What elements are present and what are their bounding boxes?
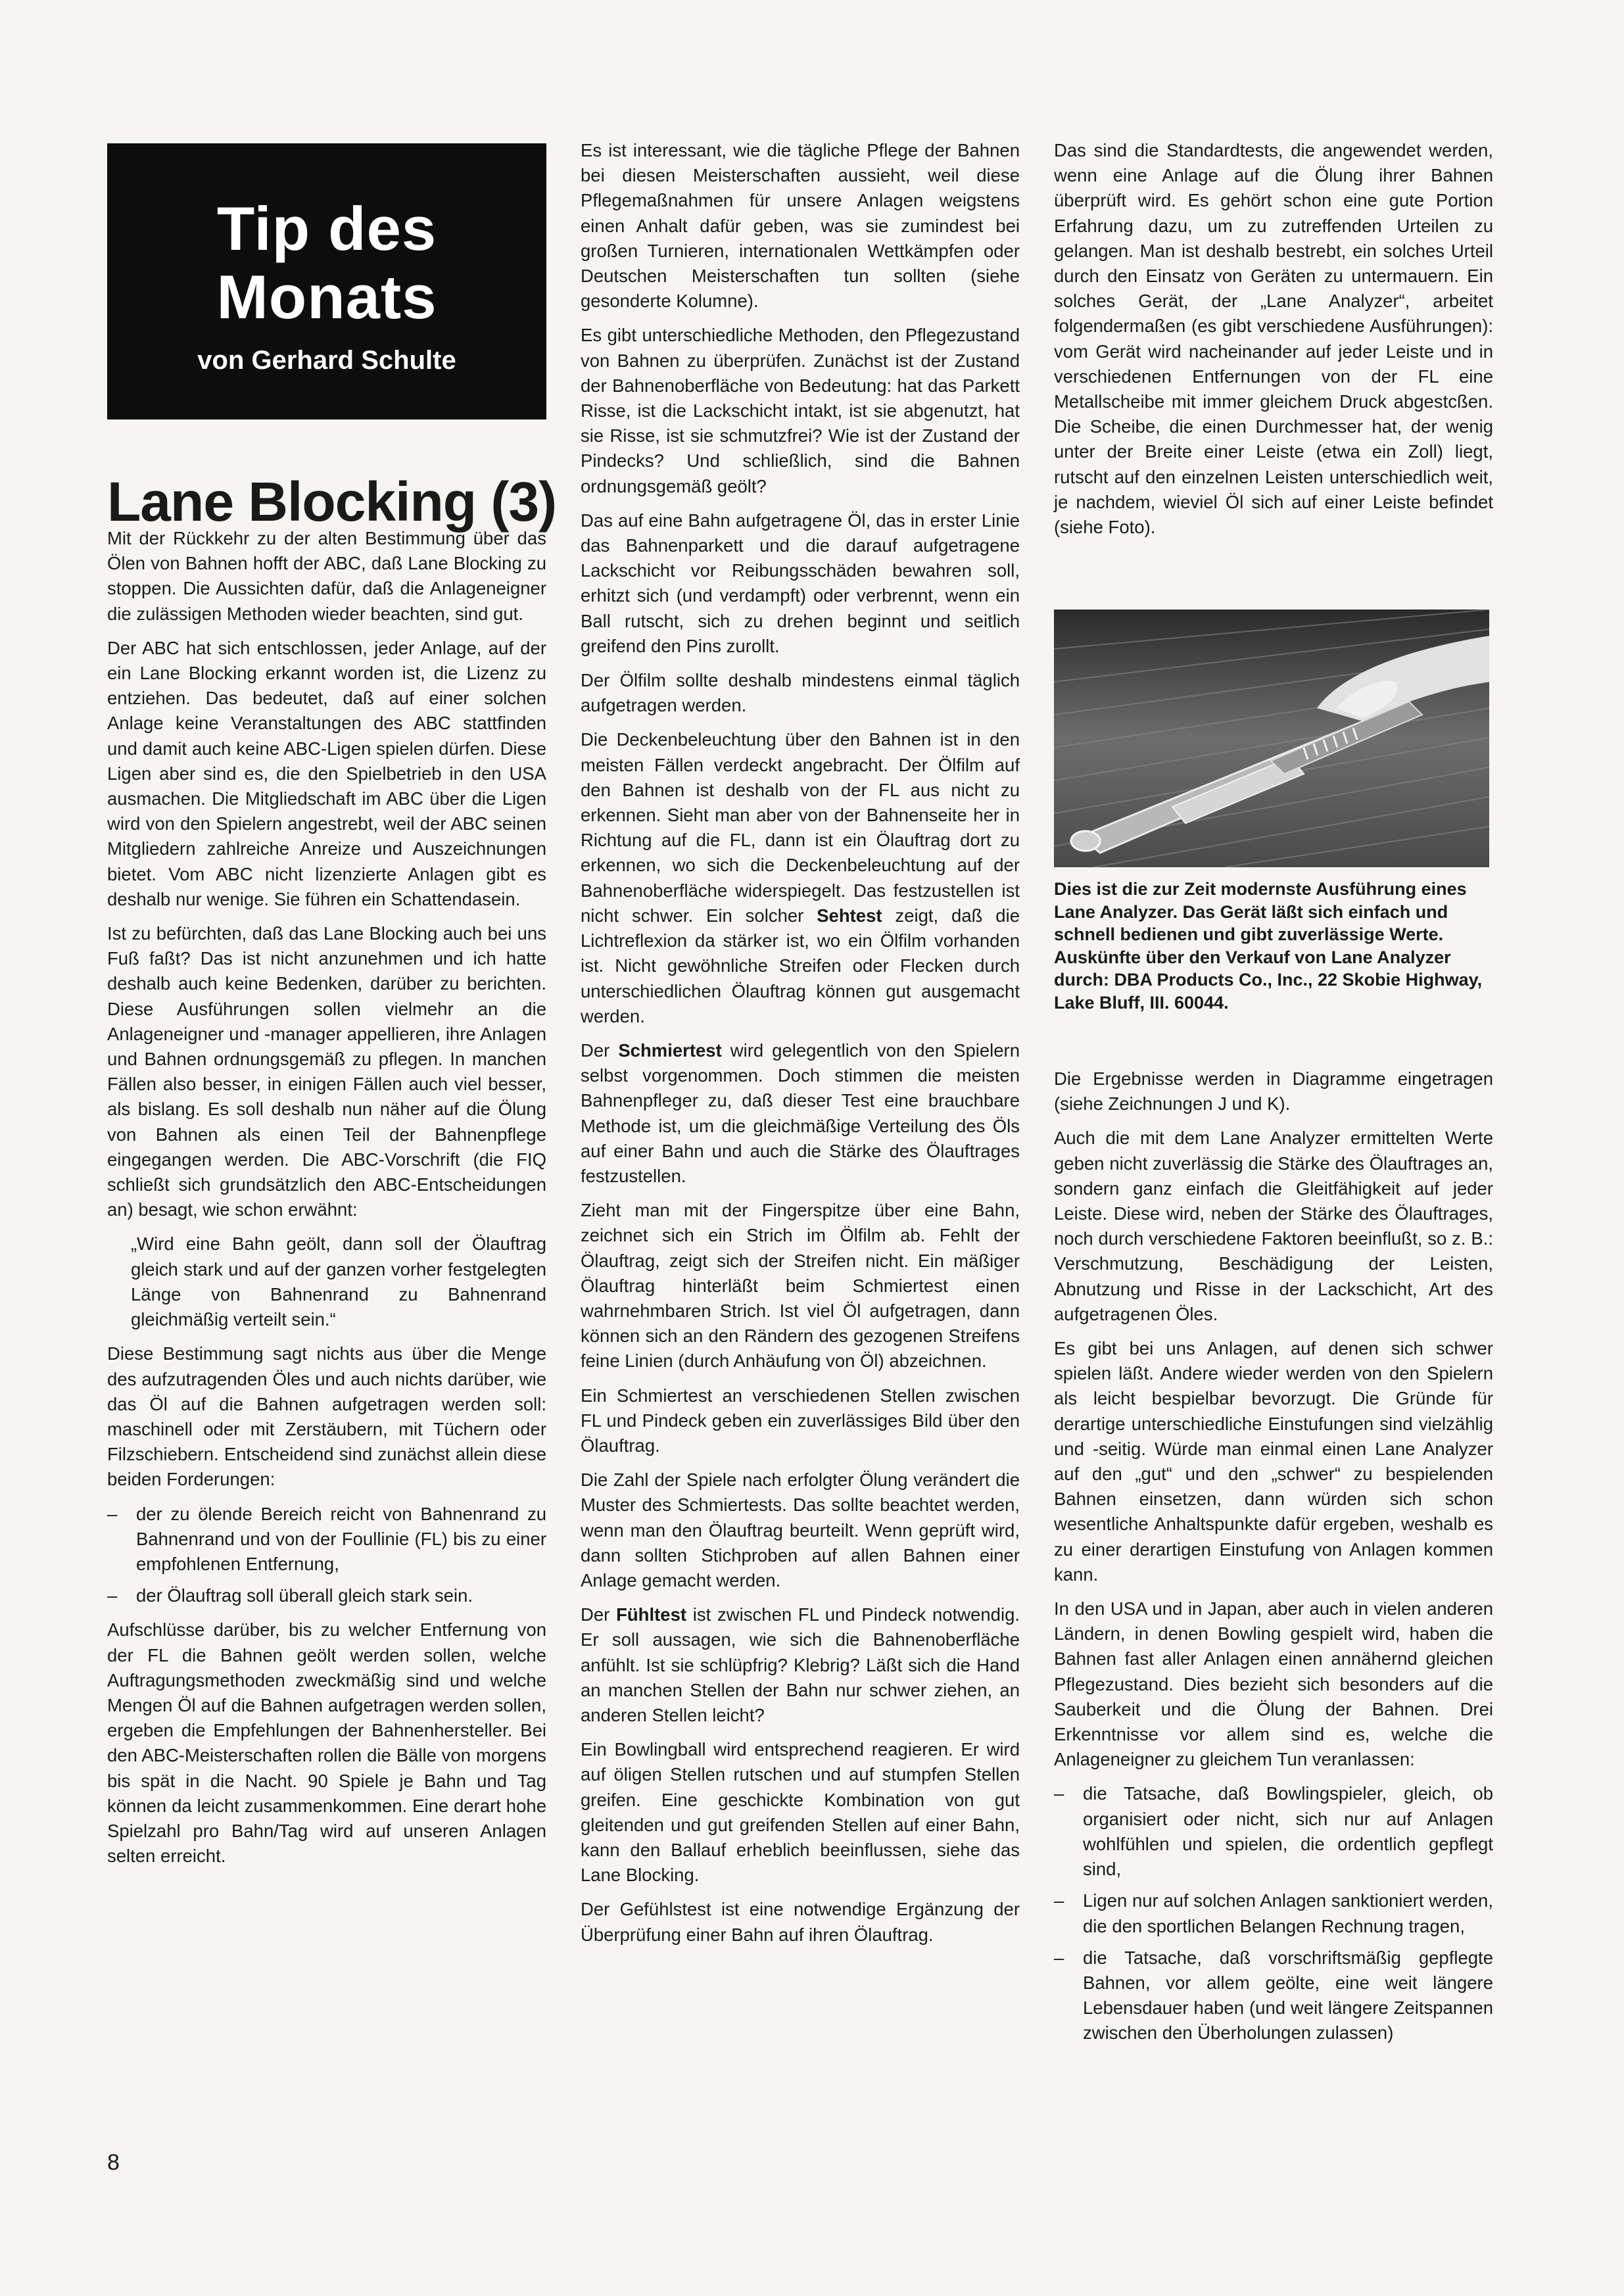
rule-quote: „Wird eine Bahn geölt, dann soll der Ölauftrag gleich stark und auf der ganzen vorher festgelegten Länge von Bahnenrand zu Bahnenrand gleichmäßig verteilt sein.“ <box>131 1233 546 1330</box>
caption-contact: Auskünfte über den Verkauf von Lane Analyzer durch: DBA Products Co., Inc., 22 Skobie Highway, Lake Bluff, III. 60044. <box>1054 947 1483 1013</box>
text-column-1 <box>107 526 546 1878</box>
paragraph: Aufschlüsse darüber, bis zu welcher Entfernung von der FL die Bahnen geölt werden sollen, welche Auftragungsmethoden zweckmäßig sind und welche Mengen Öl auf die Bahnen aufgetragen werden sollen, ergeben die Empfehlungen der Bahnenhersteller. Bei den ABC-Meisterschaften rollen die Bälle von morgens bis spät in die Nacht. 90 Spiele je Bahn und Tag können da leicht zusammenkommen. Eine derart hohe Spielzahl pro Bahn/Tag wird auf unseren Anlagen selten erreicht. <box>107 1619 546 1867</box>
text-column-2 <box>581 138 1020 1957</box>
photo-caption <box>1054 878 1493 1014</box>
paragraph: Zieht man mit der Fingerspitze über eine Bahn, zeichnet sich ein Strich im Ölfilm ab. Fehlt der Ölauftrag, zeigt sich der Streifen nicht. Ein mäßiger Ölauftrag hinterläßt beim Schmiertest einen wahrnehmbaren Strich. Ist viel Öl aufgetragen, dann können sich an den Rändern des gezogenen Streifens feine Linien (durch Anhäufung von Öl) abzeichnen. <box>581 1200 1020 1372</box>
text-run: zeigt, daß die Lichtreflexion da stärker ist, wo ein Ölfilm vorhanden ist. Nicht gewöhnliche Streifen oder Flecken durch unterschiedlichen Ölauftrag können gut ausgemacht werden. <box>581 905 1020 1026</box>
paragraph: Die Ergebnisse werden in Diagramme eingetragen (siehe Zeichnungen J und K). <box>1054 1068 1493 1114</box>
list-item: – Ligen nur auf solchen Anlagen sanktioniert werden, die den sportlichen Belangen Rechnung tragen, <box>1054 1888 1493 1938</box>
list-item: – der zu ölende Bereich reicht von Bahnenrand zu Bahnenrand und von der Foullinie (FL) bis zu einer empfohlenen Entfernung, <box>107 1502 546 1577</box>
text-run: Der <box>581 1604 610 1625</box>
list-item: – die Tatsache, daß vorschriftsmäßig gepflegte Bahnen, vor allem geölte, eine weit längere Lebensdauer haben (und weit längere Zeitspannen zwischen den Überholungen zulassen) <box>1054 1946 1493 2046</box>
article-headline: Lane Blocking (3) <box>107 471 557 533</box>
paragraph: Es gibt bei uns Anlagen, auf denen sich schwer spielen läßt. Andere wieder werden von den Spielern als leicht bespielbar bevorzugt. Die Gründe für derartige unterschiedliche Einstufungen sind vielzählig und -seitig. Würde man einmal einen Lane Analyzer auf den „gut“ und den „schwer“ zu bespielenden Bahnen einsetzen, dann würden sich schon wesentliche Anhaltspunkte dafür ergeben, weshalb es zu einer derartigen Einstufung von Anlagen kommen kann. <box>1054 1338 1493 1585</box>
paragraph: Die Zahl der Spiele nach erfolgter Ölung verändert die Muster des Schmiertests. Das sollte beachtet werden, wenn man den Ölauftrag beurteilt. Wenn geprüft wird, dann sollten Stichproben auf allen Bahnen einer Anlage gemacht werden. <box>581 1470 1020 1590</box>
findings-list <box>1054 1781 1493 2045</box>
requirements-list <box>107 1502 546 1609</box>
list-item: – der Ölauftrag soll überall gleich stark sein. <box>107 1583 546 1608</box>
paragraph: Ist zu befürchten, daß das Lane Blocking auch bei uns Fuß faßt? Das ist nicht anzunehmen und ich hatte deshalb auch keine Bedenken, darüber zu berichten. Diese Ausführungen sollen vielmehr an die Anlageneigner und -manager appellieren, ihre Anlagen und Bahnen ordnungsgemäß zu pflegen. In manchen Fällen also besser, in einigen Fällen auch viel besser, als bislang. Es soll deshalb nun näher auf die Ölung von Bahnen als einen Teil der Bahnenpflege eingegangen werden. Die ABC-Vorschrift (die FIQ schließt sich grundsätzlich den ABC-Entscheidungen an) besagt, wie schon erwähnt: <box>107 923 546 1220</box>
text-column-3 <box>1054 138 1493 549</box>
text-run: Die Deckenbeleuchtung über den Bahnen ist in den meisten Fällen verdeckt angebracht. Der Ölfilm auf den Bahnen ist deshalb von der FL aus nicht zu erkennen. Sieht man aber von der Bahnenseite her in Richtung auf die FL, dann ist ein Ölauftrag dort zu erkennen, wo sich die Deckenbeleuchtung auf der Bahnenoberfläche widerspiegelt. Das festzustellen ist nicht schwer. Ein solcher <box>581 729 1020 926</box>
column-title-line-1: Tip des <box>216 194 437 263</box>
keyword-schmiertest: Schmiertest <box>618 1040 722 1061</box>
list-item: – die Tatsache, daß Bowlingspieler, gleich, ob organisiert oder nicht, sich nur auf Anlagen wohlfühlen und spielen, die ordentlich gepflegt sind, <box>1054 1781 1493 1882</box>
paragraph <box>581 1038 1020 1189</box>
column-title-line-2: Monats <box>216 262 437 331</box>
paragraph: Ein Bowlingball wird entsprechend reagieren. Er wird auf öligen Stellen rutschen und auf stumpfen Stellen greifen. Eine geschickte Kombination von gut gleitenden und gut greifenden Stellen auf einer Bahn, kann den Ballauf erheblich beeinflussen, siehe das Lane Blocking. <box>581 1739 1020 1886</box>
paragraph: Es gibt unterschiedliche Methoden, den Pflegezustand von Bahnen zu überprüfen. Zunächst ist der Zustand der Bahnenoberfläche von Bedeutung: hat das Parkett Risse, ist die Lackschicht intakt, ist sie abgenutzt, hat sie Risse, ist sie schmutzfrei? Wie ist der Zustand der Pindecks? Und schließlich, sind die Bahnen ordnungsgemäß geölt? <box>581 325 1020 496</box>
paragraph: Ein Schmiertest an verschiedenen Stellen zwischen FL und Pindeck geben ein zuverlässiges Bild über den Ölauftrag. <box>581 1385 1020 1456</box>
paragraph: Mit der Rückkehr zu der alten Bestimmung über das Ölen von Bahnen hofft der ABC, daß Lane Blocking zu stoppen. Die Aussichten dafür, daß die Anlageneigner die zulässigen Methoden wieder beachten, sind gut. <box>107 528 546 624</box>
keyword-fuehltest: Fühltest <box>616 1604 687 1625</box>
paragraph: Diese Bestimmung sagt nichts aus über die Menge des aufzutragenden Öles und auch nichts darüber, wie das Öl auf die Bahnen aufgetragen werden soll: maschinell oder mit Zerstäubern, mit Tüchern oder Filzschiebern. Entscheidend sind zunächst allein diese beiden Forderungen: <box>107 1343 546 1490</box>
page-number: 8 <box>107 2150 120 2175</box>
paragraph: Der Ölfilm sollte deshalb mindestens einmal täglich aufgetragen werden. <box>581 670 1020 716</box>
paragraph: Das sind die Standardtests, die angewendet werden, wenn eine Anlage auf die Ölung ihrer Bahnen überprüft wird. Es gehört schon eine gute Portion Erfahrung dazu, um zu zutreffenden Urteilen zu gelangen. Man ist deshalb bestrebt, ein solches Urteil durch den Einsatz von Geräten zu untermauern. Ein solches Gerät, der „Lane Analyzer“, arbeitet folgendermaßen (es gibt verschiedene Ausführungen): vom Gerät wird nacheinander auf jeder Leiste und in verschiedenen Entfernungen von der FL eine Metallscheibe mit immer gleichem Druck abgestcßen. Die Scheibe, die einen Durchmesser hat, der wenig unter der Breite einer Leiste (etwa ein Zoll) liegt, rutscht auf den einzelnen Leisten unterschiedlich weit, je nachdem, wieviel Öl sich auf einer Leiste befindet (siehe Foto). <box>1054 140 1493 538</box>
text-column-3-lower <box>1054 1066 1493 2055</box>
text-run: wird gelegentlich von den Spielern selbst vorgenommen. Doch stimmen die meisten Bahnenpfleger zu, daß dieser Test eine brauchbare Methode ist, um die gleichmäßige Verteilung des Öls auf einer Bahn und auch die Stärke des Ölauftrages festzustellen. <box>581 1040 1020 1186</box>
keyword-sehtest: Sehtest <box>817 905 882 926</box>
paragraph: Das auf eine Bahn aufgetragene Öl, das in erster Linie das Bahnenparkett und die darauf aufgetragene Lackschicht vor Reibungsschäden bewahren soll, erhitzt sich (und verdampft) oder verbrennt, wenn ein Ball rutscht, sich zu drehen beginnt und seitlich greifend den Pins zurollt. <box>581 510 1020 656</box>
caption-description: Dies ist die zur Zeit modernste Ausführung eines Lane Analyzer. Das Gerät läßt sich einfach und schnell bedienen und gibt zuverlässige Werte. <box>1054 879 1467 944</box>
paragraph: Auch die mit dem Lane Analyzer ermittelten Werte geben nicht zuverlässig die Stärke des Ölauftrages an, sondern ganz einfach die Gleitfähigkeit auf jeder Leiste. Diese wird, neben der Stärke des Ölauftrages, noch durch verschiedene Faktoren beeinflußt, so z. B.: Verschmutzung, Beschädigung der Leisten, Abnutzung und Risse in der Lackschicht, Art des aufgetragenen Öles. <box>1054 1128 1493 1324</box>
paragraph <box>581 727 1020 1028</box>
paragraph: Es ist interessant, wie die tägliche Pflege der Bahnen bei diesen Meisterschaften aussieht, weil diese Pflegemaßnahmen für unsere Anlagen weigstens einen Anhalt dafür geben, was sie zumindest bei großen Turnieren, internationalen Wettkämpfen oder Deutschen Meisterschaften tun sollten (siehe gesonderte Kolumne). <box>581 140 1020 312</box>
paragraph: In den USA und in Japan, aber auch in vielen anderen Ländern, in denen Bowling gespielt wird, haben die Bahnen fast aller Anlagen einen annähernd gleichen Pflegezustand. Dies bezieht sich besonders auf die Sauberkeit und die Ölung der Bahnen. Drei Erkenntnisse vor allem sind es, welche die Anlageneigner zu gleichem Tun veranlassen: <box>1054 1598 1493 1770</box>
column-title-box <box>107 143 546 419</box>
paragraph <box>581 1602 1020 1728</box>
paragraph: Der Gefühlstest ist eine notwendige Ergänzung der Überprüfung einer Bahn auf ihren Ölauftrag. <box>581 1899 1020 1945</box>
paragraph: Der ABC hat sich entschlossen, jeder Anlage, auf der ein Lane Blocking erkannt worden ist, die Lizenz zu entziehen. Das bedeutet, daß auf einer solchen Anlage keine Veranstaltungen des ABC stattfinden und damit auch keine ABC-Ligen spielen dürfen. Diese Ligen aber sind es, die den Spielbetrieb in den USA ausmachen. Die Mitgliedschaft im ABC über die Ligen wird von den Spielern angestrebt, weil der ABC seinen Mitgliedern zahlreiche Anreize und Auszeichnungen bietet. Vom ABC nicht lizenzierte Anlagen gibt es deshalb nur wenige. Sie führen ein Schattendasein. <box>107 637 546 909</box>
lane-analyzer-photo <box>1054 610 1489 867</box>
text-run: ist zwischen FL und Pindeck notwendig. Er soll aussagen, wie sich die Bahnenoberfläche anfühlt. Ist sie schlüpfrig? Klebrig? Läßt sich die Hand an manchen Stellen der Bahn nur schwer ziehen, an anderen Stellen leicht? <box>581 1604 1020 1725</box>
author-byline: von Gerhard Schulte <box>197 346 456 375</box>
text-run: Der <box>581 1040 610 1061</box>
